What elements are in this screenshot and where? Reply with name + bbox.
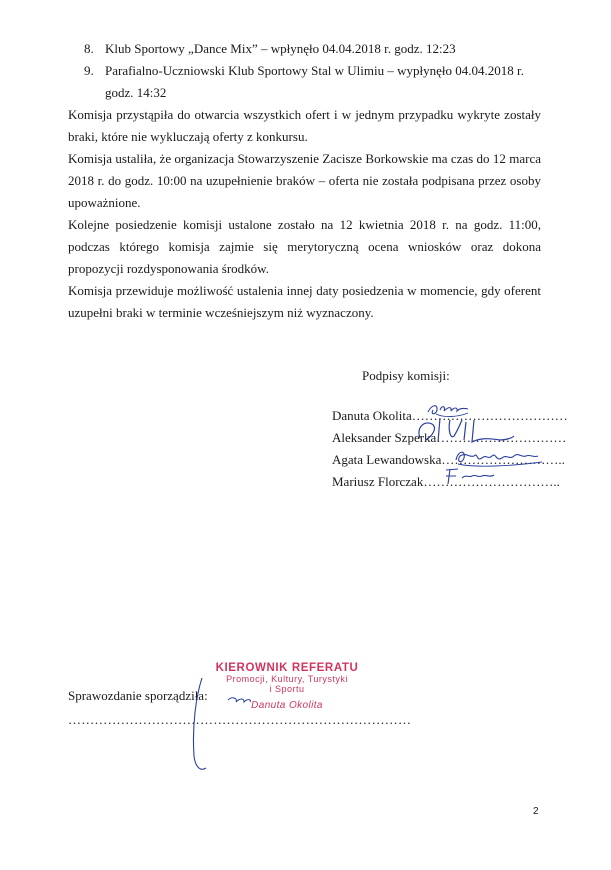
handwritten-signature-florczak bbox=[440, 466, 500, 488]
offer-list bbox=[84, 38, 550, 104]
list-item-text: Parafialno-Uczniowski Klub Sportowy Stal w Ulimiu – wypłynęło 04.04.2018 r. godz. 14:32 bbox=[105, 63, 524, 100]
list-item bbox=[84, 60, 550, 104]
list-item-text: Klub Sportowy „Dance Mix” – wpłynęło 04.04.2018 r. godz. 12:23 bbox=[105, 41, 456, 56]
signature-line-szperka: Aleksander Szperka………………………… bbox=[332, 430, 567, 445]
signature-line-lewandowska: Agata Lewandowska……………………….. bbox=[332, 452, 565, 467]
handwritten-signature-szperka bbox=[410, 416, 520, 446]
handwritten-signature-stamp bbox=[178, 676, 298, 776]
list-item-number: 9. bbox=[84, 63, 94, 78]
list-item bbox=[84, 38, 550, 60]
signatures-title: Podpisy komisji: bbox=[362, 368, 450, 383]
stamp-name: Danuta Okolita bbox=[251, 700, 323, 711]
paragraph: Kolejne posiedzenie komisji ustalone zostało na 12 kwietnia 2018 r. na godz. 11:00, podczas którego komisja zajmie się merytoryczną ocena wniosków oraz dokona propozycji rozdysponowania środków. bbox=[68, 217, 541, 276]
stamp-line: KIEROWNIK REFERATU bbox=[215, 662, 359, 674]
signature-line-okolita: Danuta Okolita……………………………… bbox=[332, 408, 568, 423]
report-body bbox=[68, 104, 541, 324]
paragraph: Komisja ustaliła, że organizacja Stowarzyszenie Zacisze Borkowskie ma czas do 12 marca 2018 r. do godz. 10:00 na uzupełnienie braków – oferta nie została podpisana przez osoby upoważnione. bbox=[68, 151, 541, 210]
paragraph: Komisja przystąpiła do otwarcia wszystkich ofert i w jednym przypadku wykryte zostały braki, które nie wykluczają oferty z konkursu. bbox=[68, 107, 541, 144]
stamp-line: i Sportu bbox=[269, 684, 305, 694]
list-item-number: 8. bbox=[84, 41, 94, 56]
page-number: 2 bbox=[533, 806, 539, 817]
prepared-by-label: Sprawozdanie sporządziła: bbox=[68, 688, 208, 703]
stamp-line: Promocji, Kultury, Turystyki bbox=[226, 674, 348, 684]
paragraph: Komisja przewiduje możliwość ustalenia innej daty posiedzenia w momencie, gdy oferent uzupełni braki w terminie wcześniejszym niż wyznaczony. bbox=[68, 283, 541, 320]
prepared-by-signature-line: …………………………………………………………………… bbox=[68, 712, 412, 727]
signature-line-florczak: Mariusz Florczak………………………….. bbox=[332, 474, 560, 489]
